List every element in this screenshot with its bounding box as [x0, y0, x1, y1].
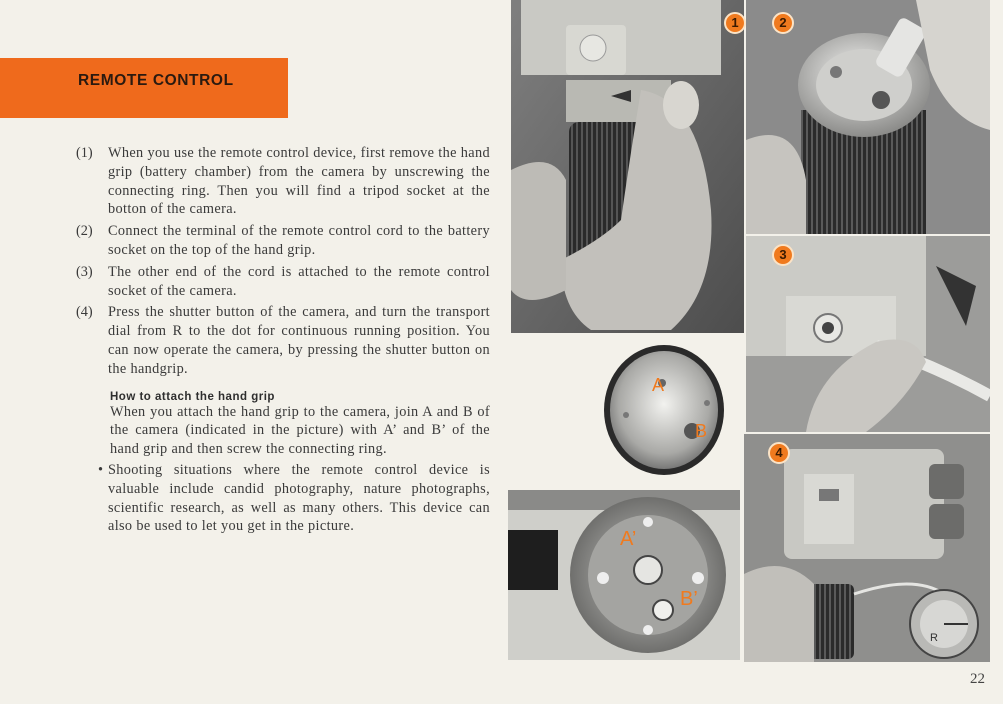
instruction-number: (4) [76, 304, 93, 321]
bullet-dot: • [98, 461, 104, 478]
photo-hand-grip-top [508, 490, 740, 660]
label-r: R [930, 632, 938, 644]
instruction-item [76, 263, 490, 301]
photo-camera-base-detail [602, 343, 727, 478]
instruction-text: When you use the remote control device, first remove the hand grip (battery chamber) from the camera by unscrewing the connecting ring. Then you will find a tripod socket at the botton of the camera. [108, 145, 490, 218]
instructions-column [76, 144, 490, 536]
photo-terminal-connection [746, 0, 990, 234]
photo-hand-grip-removal [511, 0, 744, 333]
label-a: A [652, 375, 665, 395]
attach-body: When you attach the hand grip to the camera, join A and B of the camera (indicated in the picture) with A’ and B’ of the hand grip and then screw the connecting ring. [110, 403, 490, 458]
instruction-text: The other end of the cord is attached to the remote control socket of the camera. [108, 263, 490, 299]
page-number: 22 [970, 671, 985, 687]
step-marker-2: 2 [772, 12, 794, 34]
page-title: REMOTE CONTROL [78, 72, 234, 89]
bullet-item [98, 461, 490, 536]
attach-heading: How to attach the hand grip [110, 390, 275, 403]
instruction-text: Connect the terminal of the remote control cord to the battery socket on the top of the hand grip. [108, 223, 490, 258]
photo-illustration-1 [511, 0, 744, 333]
label-b: B [695, 421, 708, 441]
step-marker-3: 3 [772, 244, 794, 266]
instruction-item [76, 144, 490, 219]
instruction-text: Press the shutter button of the camera, and turn the transport dial from R to the dot for continuous running position. You can now operate the camera, by pressing the shutter button on the handgrip. [108, 304, 490, 377]
instruction-number: (2) [76, 223, 93, 240]
instruction-item [76, 303, 490, 378]
photo-illustration-grip-top [508, 490, 740, 660]
step-marker-1: 1 [724, 12, 746, 34]
step-marker-4: 4 [768, 442, 790, 464]
instruction-item [76, 222, 490, 260]
label-a-prime: A’ [620, 528, 637, 550]
base-detail-illustration [602, 343, 727, 478]
label-b-prime: B’ [680, 588, 698, 610]
bullet-text: Shooting situations where the remote control device is valuable include candid photography, nature photographs, scientific research, as well as many others. This device can also be used to let you get in the picture. [108, 461, 490, 535]
photo-illustration-2 [746, 0, 990, 234]
instruction-number: (1) [76, 145, 93, 161]
photo-camera-with-remote [744, 434, 990, 662]
photo-remote-socket [746, 236, 990, 432]
instruction-number: (3) [76, 263, 93, 280]
photo-illustration-4 [744, 434, 990, 662]
